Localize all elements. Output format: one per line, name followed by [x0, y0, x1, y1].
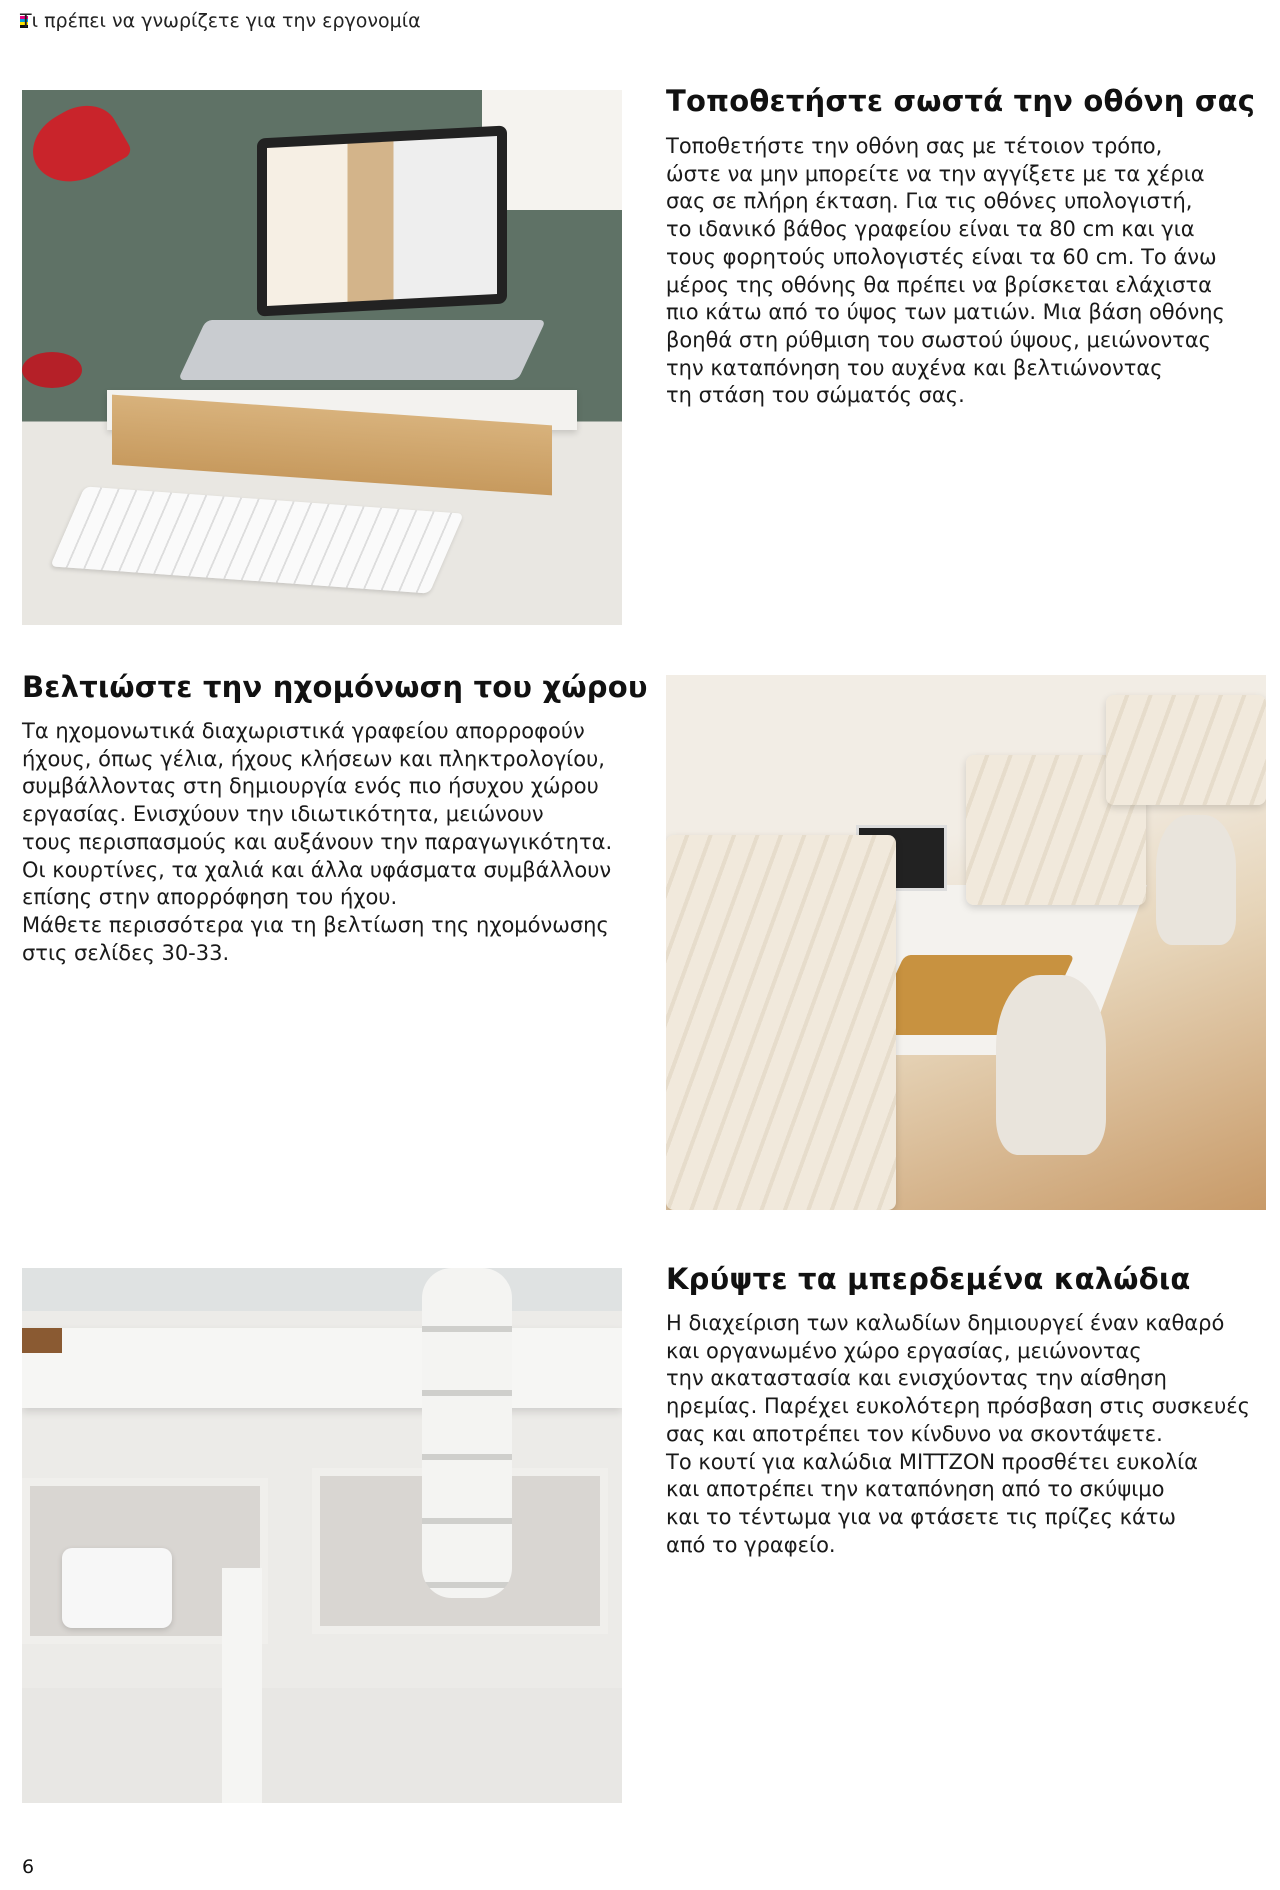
power-strip [62, 1548, 172, 1628]
section-title-cables: Κρύψτε τα μπερδεμένα καλώδια [666, 1262, 1191, 1296]
acoustic-office-photo [666, 675, 1266, 1210]
cable-spine [422, 1268, 512, 1598]
body-line: τη στάση του σώματός σας. [666, 383, 965, 408]
body-line: Η διαχείριση των καλωδίων δημιουργεί έναν καθαρό [666, 1311, 1225, 1335]
acoustic-screen [666, 835, 896, 1210]
cable-management-photo [22, 1268, 622, 1803]
body-line: Το κουτί για καλώδια MITTZON προσθέτει ευκολία [666, 1449, 1199, 1474]
page-number: 6 [22, 1856, 35, 1878]
body-line: το ιδανικό βάθος γραφείου είναι τα 80 cm και για [666, 217, 1195, 242]
body-line: και οργανωμένο χώρο εργασίας, μειώνοντας [666, 1338, 1142, 1363]
body-line: ηρεμίας. Παρέχει ευκολότερη πρόσβαση στις συσκευές [666, 1394, 1250, 1419]
body-line: Μάθετε περισσότερα για τη βελτίωση της ηχομόνωσης [22, 912, 609, 937]
body-line: Τοποθετήστε την οθόνη σας με τέτοιον τρόπο, [666, 134, 1163, 158]
section-title-monitor: Τοποθετήστε σωστά την οθόνη σας [666, 84, 1256, 118]
body-line: από το γραφείο. [666, 1532, 836, 1557]
body-line: στις σελίδες 30-33. [22, 940, 230, 965]
body-line: βοηθά στη ρύθμιση του σωστού ύψους, μειώνοντας [666, 327, 1211, 352]
section-body-monitor [666, 133, 1225, 410]
running-title: Τι πρέπει να γνωρίζετε για την εργονομία [20, 10, 421, 32]
body-line: και αποτρέπει την καταπόνηση από το σκύψιμο [666, 1477, 1165, 1502]
section-body-acoustics [22, 718, 612, 967]
body-line: Τα ηχομονωτικά διαχωριστικά γραφείου απορροφούν [22, 719, 585, 743]
keyboard [50, 486, 464, 593]
laptop-screen [257, 125, 507, 316]
body-line: και το τέντωμα για να φτάσετε τις πρίζες κάτω [666, 1504, 1177, 1529]
body-line: ώστε να μην μπορείτε να την αγγίξετε με τα χέρια [666, 161, 1205, 186]
body-line: συμβάλλοντας στη δημιουργία ενός πιο ήσυχου χώρου [22, 774, 599, 799]
body-line: πιο κάτω από το ύψος των ματιών. Μια βάση οθόνης [666, 300, 1225, 325]
office-chair [996, 975, 1106, 1155]
body-line: Οι κουρτίνες, τα χαλιά και άλλα υφάσματα συμβάλλουν [22, 857, 612, 882]
body-line: σας και αποτρέπει τον κίνδυνο να σκοντάψετε. [666, 1421, 1163, 1446]
body-line: τους φορητούς υπολογιστές είναι τα 60 cm. Το άνω [666, 244, 1217, 269]
section-title-acoustics: Βελτιώστε την ηχομόνωση του χώρου [22, 670, 648, 704]
body-line: ήχους, όπως γέλια, ήχους κλήσεων και πληκτρολογίου, [22, 746, 605, 771]
body-line: εργασίας. Ενισχύουν την ιδιωτικότητα, μειώνουν [22, 802, 544, 827]
body-line: σας σε πλήρη έκταση. Για τις οθόνες υπολογιστή, [666, 189, 1193, 214]
desk-lamp [22, 92, 133, 198]
office-chair [1156, 815, 1236, 945]
body-line: την ακαταστασία και ενισχύοντας την αίσθηση [666, 1366, 1167, 1391]
monitor-stand-photo [22, 90, 622, 625]
body-line: την καταπόνηση του αυχένα και βελτιώνοντας [666, 355, 1163, 380]
body-line: επίσης στην απορρόφηση του ήχου. [22, 885, 398, 910]
body-line: τους περισπασμούς και αυξάνουν την παραγωγικότητα. [22, 829, 613, 854]
body-line: μέρος της οθόνης θα πρέπει να βρίσκεται ελάχιστα [666, 272, 1212, 297]
section-body-cables [666, 1310, 1250, 1559]
acoustic-screen [1106, 695, 1266, 805]
